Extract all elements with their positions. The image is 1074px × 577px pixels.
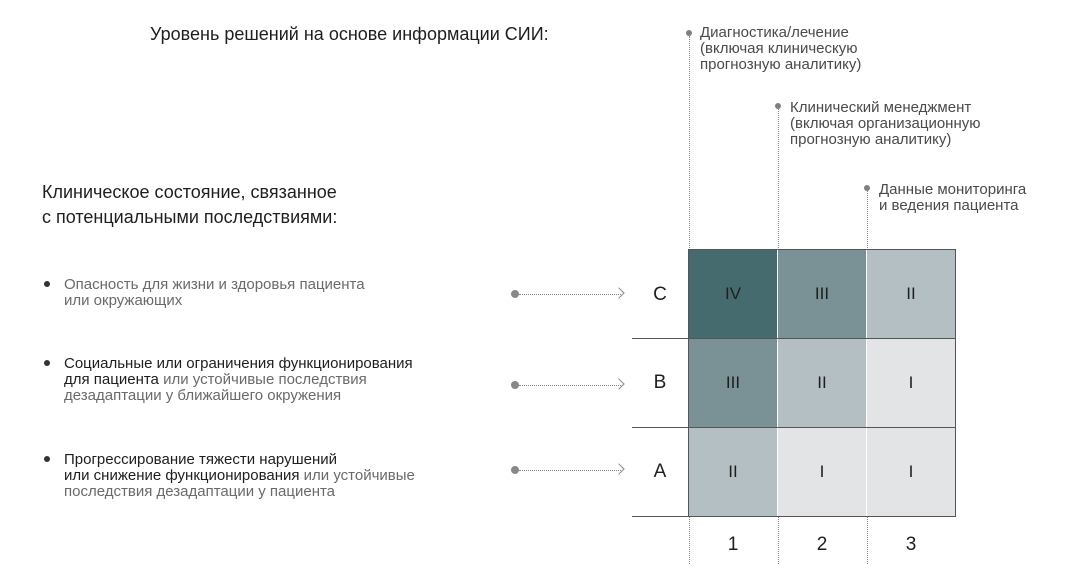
column-3-heading: Данные мониторинга и ведения пациента: [879, 181, 1027, 214]
cell-a3: I: [867, 428, 955, 516]
arrow-a-icon: [511, 464, 623, 476]
grid-line-left: [688, 249, 689, 517]
cell-c3: II: [867, 250, 955, 338]
bullet-b: [64, 356, 413, 404]
bullet-a: [64, 452, 415, 500]
bullet-c-icon: [44, 281, 50, 287]
cell-c1: IV: [689, 250, 777, 338]
grid-line-right: [955, 249, 956, 517]
grid-line-top: [689, 249, 956, 250]
grid-line-row-1: [632, 338, 956, 339]
bullet-a-text: или устойчивые последствия дезадаптации у пациента: [64, 467, 415, 500]
grid-line-row-2: [632, 427, 956, 428]
bullet-a-emphasis: Прогрессирование тяжести нарушений или снижение функционирования: [64, 451, 338, 484]
clinical-state-heading: Клиническое состояние, связанное с потенциальными последствиями:: [42, 182, 338, 227]
cell-a1: II: [689, 428, 777, 516]
column-label-3: 3: [905, 534, 917, 555]
bullet-b-emphasis: Социальные или ограничения функционирования для пациента: [64, 355, 413, 388]
bullet-a-icon: [44, 456, 50, 462]
grid-line-bottom: [632, 516, 956, 517]
bullet-b-icon: [44, 360, 50, 366]
bullet-c-text: Опасность для жизни и здоровья пациента или окружающих: [64, 276, 365, 309]
cell-b3: I: [867, 339, 955, 427]
cell-b2: II: [778, 339, 866, 427]
column-1-heading: Диагностика/лечение (включая клиническую прогнозную аналитику): [700, 24, 862, 73]
row-label-a: A: [653, 461, 667, 482]
column-2-heading: Клинический менеджмент (включая организационную прогнозную аналитику): [790, 99, 981, 148]
column-label-2: 2: [816, 534, 828, 555]
decision-level-title: Уровень решений на основе информации СИИ:: [150, 24, 549, 44]
row-label-c: C: [653, 284, 667, 305]
arrow-b-icon: [511, 379, 623, 391]
arrow-c-icon: [511, 288, 623, 300]
column-label-1: 1: [727, 534, 739, 555]
row-label-b: B: [653, 372, 667, 393]
bullet-c: [64, 277, 365, 309]
cell-c2: III: [778, 250, 866, 338]
cell-b1: III: [689, 339, 777, 427]
bullet-b-text: или устойчивые последствия дезадаптации у ближайшего окружения: [64, 371, 367, 404]
cell-a2: I: [778, 428, 866, 516]
